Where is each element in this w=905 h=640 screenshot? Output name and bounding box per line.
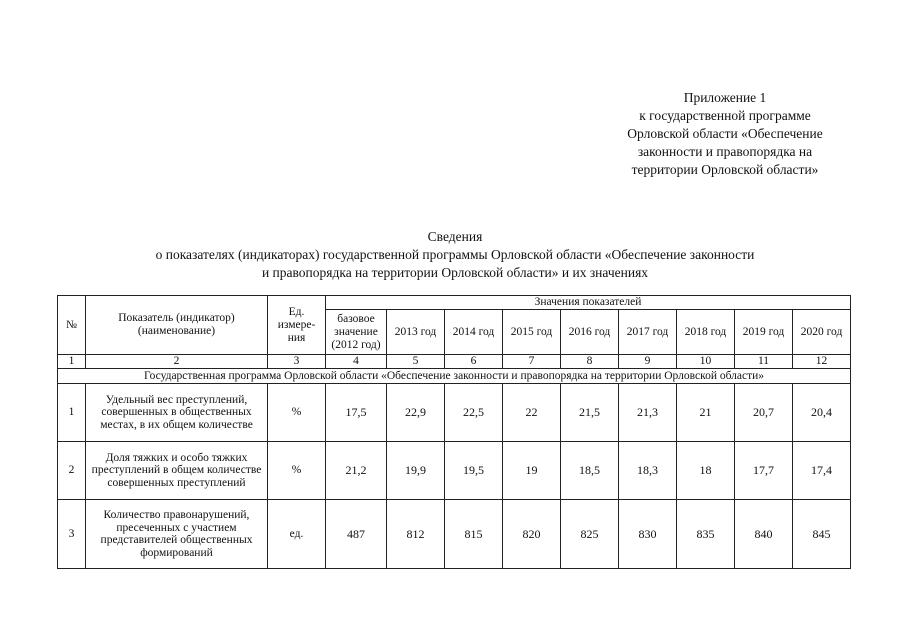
header-unit: Ед. измере-ния	[268, 296, 326, 355]
row-value: 840	[735, 500, 793, 569]
header-year: 2013 год	[387, 310, 445, 355]
appendix-line: Приложение 1	[683, 90, 767, 105]
heading-title: Сведения	[427, 229, 483, 244]
row-value: 21,2	[326, 442, 387, 500]
document-heading	[60, 228, 850, 282]
row-value: 22,9	[387, 384, 445, 442]
heading-line-1: о показателях (индикаторах) государственной программы Орловской области «Обеспечение законности	[155, 247, 755, 262]
column-number: 5	[387, 355, 445, 369]
row-value: 845	[793, 500, 851, 569]
row-indicator: Удельный вес преступлений, совершенных в общественных местах, в их общем количестве	[86, 384, 268, 442]
row-value: 19,5	[445, 442, 503, 500]
header-year: 2016 год	[561, 310, 619, 355]
header-indicator: Показатель (индикатор) (наименование)	[86, 296, 268, 355]
header-base: базовое значение (2012 год)	[326, 310, 387, 355]
program-title: Государственная программа Орловской области «Обеспечение законности и правопорядка на территории Орловской области»	[58, 369, 851, 384]
header-year: 2018 год	[677, 310, 735, 355]
table-row	[58, 442, 851, 500]
appendix-block	[600, 89, 850, 179]
table-row	[58, 384, 851, 442]
row-value: 17,5	[326, 384, 387, 442]
row-value: 17,7	[735, 442, 793, 500]
column-number: 2	[86, 355, 268, 369]
row-value: 812	[387, 500, 445, 569]
row-value: 815	[445, 500, 503, 569]
row-value: 835	[677, 500, 735, 569]
row-value: 830	[619, 500, 677, 569]
indicators-table	[57, 295, 851, 569]
appendix-line: к государственной программе	[639, 108, 811, 123]
row-unit: %	[268, 442, 326, 500]
row-value: 21,5	[561, 384, 619, 442]
heading-line-2: и правопорядка на территории Орловской области» и их значениях	[261, 265, 649, 280]
header-year: 2019 год	[735, 310, 793, 355]
row-indicator: Количество правонарушений, пресеченных с участием представителей общественных формирований	[86, 500, 268, 569]
row-number: 3	[58, 500, 86, 569]
appendix-line: законности и правопорядка на	[637, 144, 813, 159]
row-indicator: Доля тяжких и особо тяжких преступлений в общем количестве совершенных преступлений	[86, 442, 268, 500]
column-number: 4	[326, 355, 387, 369]
row-unit: ед.	[268, 500, 326, 569]
row-value: 21	[677, 384, 735, 442]
row-number: 2	[58, 442, 86, 500]
row-value: 19,9	[387, 442, 445, 500]
row-value: 20,7	[735, 384, 793, 442]
header-year: 2015 год	[503, 310, 561, 355]
row-value: 820	[503, 500, 561, 569]
table-row	[58, 500, 851, 569]
column-number: 1	[58, 355, 86, 369]
row-number: 1	[58, 384, 86, 442]
row-value: 22,5	[445, 384, 503, 442]
header-num: №	[58, 296, 86, 355]
row-value: 20,4	[793, 384, 851, 442]
row-value: 17,4	[793, 442, 851, 500]
appendix-line: территории Орловской области»	[631, 162, 819, 177]
column-number: 9	[619, 355, 677, 369]
header-year: 2014 год	[445, 310, 503, 355]
header-row-top	[58, 296, 851, 310]
header-year: 2020 год	[793, 310, 851, 355]
row-value: 19	[503, 442, 561, 500]
row-value: 825	[561, 500, 619, 569]
column-number: 12	[793, 355, 851, 369]
column-number-row	[58, 355, 851, 369]
appendix-line: Орловской области «Обеспечение	[627, 126, 823, 141]
column-number: 6	[445, 355, 503, 369]
row-value: 18,5	[561, 442, 619, 500]
row-value: 22	[503, 384, 561, 442]
row-value: 21,3	[619, 384, 677, 442]
row-value: 18,3	[619, 442, 677, 500]
column-number: 7	[503, 355, 561, 369]
row-unit: %	[268, 384, 326, 442]
column-number: 10	[677, 355, 735, 369]
column-number: 8	[561, 355, 619, 369]
row-value: 487	[326, 500, 387, 569]
column-number: 3	[268, 355, 326, 369]
row-value: 18	[677, 442, 735, 500]
header-values-group: Значения показателей	[326, 296, 851, 310]
program-row	[58, 369, 851, 384]
column-number: 11	[735, 355, 793, 369]
header-year: 2017 год	[619, 310, 677, 355]
